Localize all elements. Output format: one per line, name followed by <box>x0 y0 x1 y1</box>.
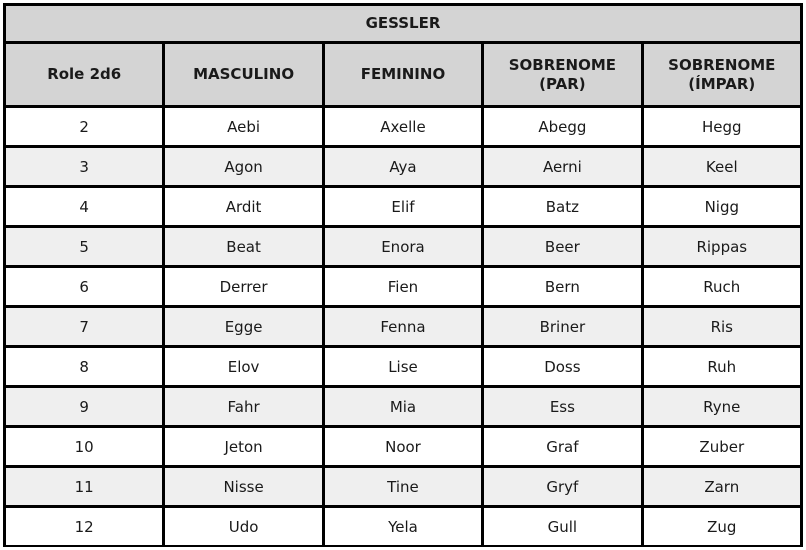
table-row <box>6 148 800 185</box>
cell-surname-odd: Zug <box>644 508 800 545</box>
cell-surname-odd: Hegg <box>644 108 800 145</box>
header-surname-odd-label: SOBRENOME (ÍMPAR) <box>668 55 776 93</box>
cell-feminine: Aya <box>325 148 481 185</box>
header-roll-label: Role 2d6 <box>47 65 122 83</box>
cell-feminine: Fien <box>325 268 481 305</box>
table-row <box>6 508 800 545</box>
table-row <box>6 388 800 425</box>
cell-surname-even: Gryf <box>484 468 640 505</box>
cell-feminine: Noor <box>325 428 481 465</box>
cell-surname-even: Batz <box>484 188 640 225</box>
cell-roll: 8 <box>6 348 162 385</box>
table-row <box>6 108 800 145</box>
cell-roll: 2 <box>6 108 162 145</box>
cell-roll: 5 <box>6 228 162 265</box>
cell-roll: 7 <box>6 308 162 345</box>
cell-masculine: Agon <box>165 148 321 185</box>
cell-feminine: Elif <box>325 188 481 225</box>
cell-surname-even: Beer <box>484 228 640 265</box>
table-row <box>6 428 800 465</box>
cell-feminine: Yela <box>325 508 481 545</box>
table-row <box>6 228 800 265</box>
header-feminine-label: FEMININO <box>360 65 446 83</box>
cell-roll: 4 <box>6 188 162 225</box>
cell-surname-even: Gull <box>484 508 640 545</box>
cell-surname-odd: Ris <box>644 308 800 345</box>
cell-surname-even: Briner <box>484 308 640 345</box>
header-surname-even <box>484 44 640 105</box>
cell-surname-odd: Keel <box>644 148 800 185</box>
cell-masculine: Fahr <box>165 388 321 425</box>
cell-feminine: Lise <box>325 348 481 385</box>
cell-feminine: Mia <box>325 388 481 425</box>
cell-surname-even: Bern <box>484 268 640 305</box>
cell-surname-even: Aerni <box>484 148 640 185</box>
cell-surname-odd: Nigg <box>644 188 800 225</box>
header-surname-even-label: SOBRENOME (PAR) <box>508 55 616 93</box>
table-row <box>6 468 800 505</box>
table-body <box>6 108 800 545</box>
cell-surname-even: Doss <box>484 348 640 385</box>
cell-roll: 12 <box>6 508 162 545</box>
header-masculine-label: MASCULINO <box>193 65 295 83</box>
cell-masculine: Ardit <box>165 188 321 225</box>
cell-roll: 11 <box>6 468 162 505</box>
cell-surname-even: Abegg <box>484 108 640 145</box>
header-surname-odd <box>644 44 800 105</box>
cell-surname-odd: Ruch <box>644 268 800 305</box>
cell-masculine: Beat <box>165 228 321 265</box>
cell-roll: 9 <box>6 388 162 425</box>
names-table-frame <box>3 3 803 547</box>
table-title: GESSLER <box>6 6 800 41</box>
table-title-row <box>6 6 800 41</box>
cell-masculine: Nisse <box>165 468 321 505</box>
cell-feminine: Tine <box>325 468 481 505</box>
cell-surname-odd: Ruh <box>644 348 800 385</box>
cell-masculine: Derrer <box>165 268 321 305</box>
cell-feminine: Fenna <box>325 308 481 345</box>
cell-surname-odd: Zarn <box>644 468 800 505</box>
cell-surname-odd: Zuber <box>644 428 800 465</box>
cell-roll: 3 <box>6 148 162 185</box>
cell-feminine: Axelle <box>325 108 481 145</box>
header-roll <box>6 44 162 105</box>
cell-masculine: Egge <box>165 308 321 345</box>
cell-feminine: Enora <box>325 228 481 265</box>
header-feminine <box>325 44 481 105</box>
cell-masculine: Jeton <box>165 428 321 465</box>
cell-masculine: Udo <box>165 508 321 545</box>
names-table <box>3 3 803 548</box>
table-row <box>6 268 800 305</box>
cell-masculine: Aebi <box>165 108 321 145</box>
cell-masculine: Elov <box>165 348 321 385</box>
table-row <box>6 348 800 385</box>
table-row <box>6 188 800 225</box>
cell-roll: 6 <box>6 268 162 305</box>
cell-surname-even: Ess <box>484 388 640 425</box>
header-masculine <box>165 44 321 105</box>
cell-surname-odd: Rippas <box>644 228 800 265</box>
cell-surname-odd: Ryne <box>644 388 800 425</box>
table-row <box>6 308 800 345</box>
cell-roll: 10 <box>6 428 162 465</box>
table-header-row <box>6 44 800 105</box>
cell-surname-even: Graf <box>484 428 640 465</box>
